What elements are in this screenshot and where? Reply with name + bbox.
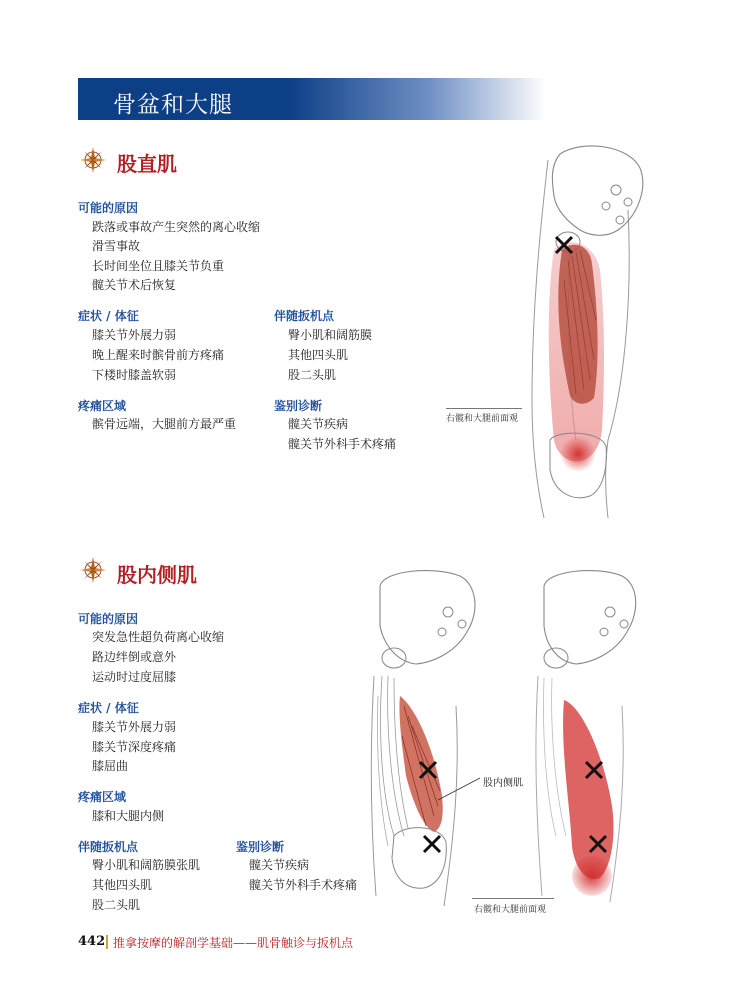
symptoms-heading: 症状 / 体征 <box>78 701 139 715</box>
figure-caption: 右髋和大腿前面观 <box>474 905 547 915</box>
page-number: 442 <box>78 934 106 949</box>
list-item: 膝屈曲 <box>92 759 129 773</box>
list-item: 路边绊倒或意外 <box>92 650 177 664</box>
list-item: 膝关节外展力弱 <box>92 328 177 342</box>
pain-area-heading: 疼痛区域 <box>78 399 127 413</box>
figure-caption: 右髋和大腿前面观 <box>446 414 519 424</box>
list-item: 髋关节疾病 <box>249 858 310 872</box>
list-item: 膝关节外展力弱 <box>92 720 177 734</box>
rectus-femoris-illustration <box>510 140 650 518</box>
list-item: 其他四头肌 <box>92 878 153 892</box>
list-item: 晚上醒来时髌骨前方疼痛 <box>92 348 225 362</box>
list-item: 下楼时膝盖软弱 <box>92 368 177 382</box>
list-item: 滑雪事故 <box>92 239 141 253</box>
section-title: 股内侧肌 <box>117 563 197 587</box>
list-item: 膝关节深度疼痛 <box>92 740 177 754</box>
footer-divider <box>106 935 108 949</box>
caption-rule <box>472 898 554 899</box>
list-item: 股二头肌 <box>92 898 141 912</box>
list-item: 髋关节外科手术疼痛 <box>288 437 397 451</box>
trigger-point-x-icon <box>424 836 440 852</box>
symptoms-heading: 症状 / 体征 <box>78 309 139 323</box>
compass-icon <box>79 556 107 584</box>
list-item: 髌骨远端，大腿前方最严重 <box>92 417 237 431</box>
caption-rule <box>446 408 522 409</box>
list-item: 髋关节外科手术疼痛 <box>249 878 358 892</box>
section-title: 股直肌 <box>117 152 177 176</box>
vastus-medialis-pain-referral-illustration <box>530 566 640 902</box>
pain-area-heading: 疼痛区域 <box>78 790 127 804</box>
list-item: 股二头肌 <box>288 368 337 382</box>
associated-heading: 伴随扳机点 <box>274 309 335 323</box>
vastus-medialis-anatomy-illustration <box>364 566 484 916</box>
list-item: 髋关节术后恢复 <box>92 278 177 292</box>
chapter-title: 骨盆和大腿 <box>113 92 233 118</box>
list-item: 突发急性超负荷离心收缩 <box>92 630 225 644</box>
list-item: 跌落或事故产生突然的离心收缩 <box>92 220 261 234</box>
compass-icon <box>79 146 107 174</box>
muscle-label: 股内侧肌 <box>483 778 523 789</box>
associated-heading: 伴随扳机点 <box>78 840 139 854</box>
differential-heading: 鉴别诊断 <box>236 840 285 854</box>
list-item: 膝和大腿内侧 <box>92 809 165 823</box>
list-item: 其他四头肌 <box>288 348 349 362</box>
list-item: 髋关节疾病 <box>288 417 349 431</box>
list-item: 臀小肌和阔筋膜张肌 <box>92 858 201 872</box>
list-item: 运动时过度屈膝 <box>92 670 177 684</box>
causes-heading: 可能的原因 <box>78 612 139 626</box>
list-item: 长时间坐位且膝关节负重 <box>92 259 225 273</box>
differential-heading: 鉴别诊断 <box>274 399 323 413</box>
book-title: 推拿按摩的解剖学基础——肌骨触诊与扳机点 <box>113 936 354 950</box>
causes-heading: 可能的原因 <box>78 201 139 215</box>
list-item: 臀小肌和阔筋膜 <box>288 328 373 342</box>
